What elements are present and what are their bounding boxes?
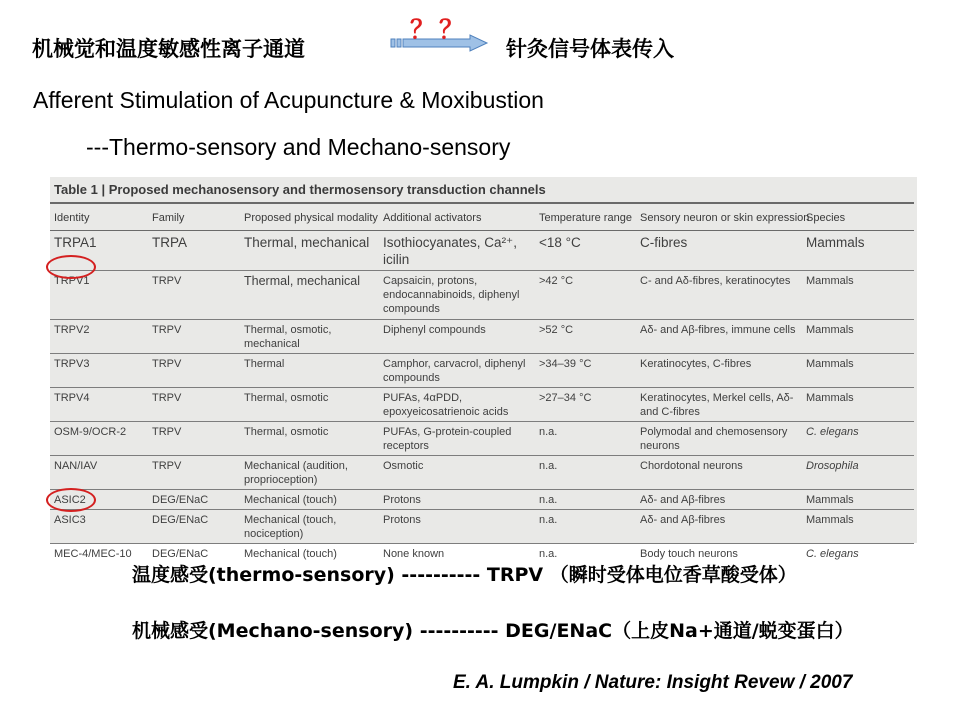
table-cell: Drosophila [802,456,914,490]
channels-table [50,202,914,563]
table-cell: Mechanical (touch) [240,490,379,510]
table-cell: C. elegans [802,422,914,456]
table-row [50,388,914,422]
table-cell: MEC-4/MEC-10 [54,548,132,560]
table-cell: TRPV4 [50,388,148,422]
table-cell: Aδ- and Aβ-fibres [636,490,802,510]
table-cell: Mammals [802,271,914,320]
table-cell: Mammals [802,354,914,388]
table-cell: Chordotonal neurons [636,456,802,490]
table-row [50,320,914,354]
slide-subtitle: Afferent Stimulation of Acupuncture & Moxibustion [33,87,544,113]
citation: E. A. Lumpkin / Nature: Insight Revew / 2007 [453,672,853,693]
table-cell: TRPV2 [50,320,148,354]
table-cell: TRPV [148,388,240,422]
table-cell: Aδ- and Aβ-fibres, immune cells [636,320,802,354]
table-cell: PUFAs, 4αPDD, epoxyeicosatrienoic acids [379,388,535,422]
table-header: Additional activators [379,203,535,231]
highlight-circle-trpv1 [46,255,96,279]
table-cell: Thermal, mechanical [240,271,379,320]
table-cell: Isothiocyanates, Ca²⁺, icilin [379,231,535,271]
table-cell: DEG/ENaC [148,490,240,510]
mechano-sensory-line: 机械感受(Mechano-sensory) ---------- DEG/ENaC（上皮Na+通道/蜕变蛋白） [132,620,854,642]
slide-title-right-cn: 针灸信号体表传入 [506,36,674,61]
table-cell: TRPA1 [50,231,148,271]
table-row [50,490,914,510]
table-cell: TRPV [148,456,240,490]
table-header: Identity [50,203,148,231]
table-cell: Mammals [802,231,914,271]
table-cell: TRPV [148,320,240,354]
thermo-sensory-line: 温度感受(thermo-sensory) ---------- TRPV （瞬时受体电位香草酸受体） [132,564,797,586]
table-cell: None known [383,548,445,560]
table-cell: Diphenyl compounds [379,320,535,354]
table-row [50,510,914,544]
table-cell: >27–34 °C [535,388,636,422]
table-cell: TRPV [148,422,240,456]
table-cell: <18 °C [535,231,636,271]
table-cell: NAN/IAV [50,456,148,490]
question-marks: ？？ [410,16,469,44]
table-row [50,456,914,490]
table-cell: C-fibres [636,231,802,271]
table-header: Sensory neuron or skin expression [636,203,802,231]
slide-title-cn: 机械觉和温度敏感性离子通道 [32,36,305,61]
table-cell: TRPA [148,231,240,271]
table-cell: DEG/ENaC [148,510,240,544]
table-cell: Thermal, osmotic [240,422,379,456]
table-cell: PUFAs, G-protein-coupled receptors [379,422,535,456]
table-cell: C. elegans [806,548,859,560]
table-cell: >42 °C [535,271,636,320]
table-cell: Osmotic [379,456,535,490]
table-cell: Mammals [802,320,914,354]
table-cell: Mammals [802,388,914,422]
table-cell: ASIC3 [50,510,148,544]
table-cell: C- and Aδ-fibres, keratinocytes [636,271,802,320]
table-header-row [50,203,914,231]
table-cell: Mechanical (touch, nociception) [240,510,379,544]
table-cell: Protons [379,490,535,510]
table-cell: TRPV [148,354,240,388]
table-cell: TRPV3 [50,354,148,388]
table-cell: Body touch neurons [640,548,738,560]
table-cell: DEG/ENaC [152,548,209,560]
table-cell: Thermal, osmotic [240,388,379,422]
table-cell: Mechanical (audition, proprioception) [240,456,379,490]
table-header: Temperature range [535,203,636,231]
highlight-circle-asic3 [46,488,96,512]
table-cell: OSM-9/OCR-2 [50,422,148,456]
table-row [50,271,914,320]
table-cell: n.a. [535,422,636,456]
table-cell: TRPV [148,271,240,320]
table-cell: Camphor, carvacrol, diphenyl compounds [379,354,535,388]
table-cell: Keratinocytes, Merkel cells, Aδ- and C-fibres [636,388,802,422]
table-cell: n.a. [535,490,636,510]
table-cell: Protons [379,510,535,544]
table-cell: Polymodal and chemosensory neurons [636,422,802,456]
table-header: Family [148,203,240,231]
table-header: Proposed physical modality [240,203,379,231]
table-cell: Aδ- and Aβ-fibres [636,510,802,544]
table-cell: n.a. [539,548,558,560]
channels-table-figure [50,177,917,560]
table-row [50,354,914,388]
table-cell: Mechanical (touch) [244,548,337,560]
table-cell: >52 °C [535,320,636,354]
table-cell: Thermal [240,354,379,388]
table-cell: Mammals [802,510,914,544]
table-title: Table 1 | Proposed mechanosensory and thermosensory transduction channels [54,182,546,197]
table-cell: Thermal, osmotic, mechanical [240,320,379,354]
table-cell: >34–39 °C [535,354,636,388]
table-row [50,231,914,271]
table-cell: n.a. [535,456,636,490]
table-cell: Thermal, mechanical [240,231,379,271]
table-cell: n.a. [535,510,636,544]
table-cell: Mammals [802,490,914,510]
slide-subsubtitle: ---Thermo-sensory and Mechano-sensory [86,134,511,160]
table-cell: Keratinocytes, C-fibres [636,354,802,388]
table-cell: Capsaicin, protons, endocannabinoids, diphenyl compounds [379,271,535,320]
table-cell: TRPV1 [50,271,148,320]
table-header: Species [802,203,914,231]
table-cell: ASIC2 [50,490,148,510]
table-row [50,422,914,456]
